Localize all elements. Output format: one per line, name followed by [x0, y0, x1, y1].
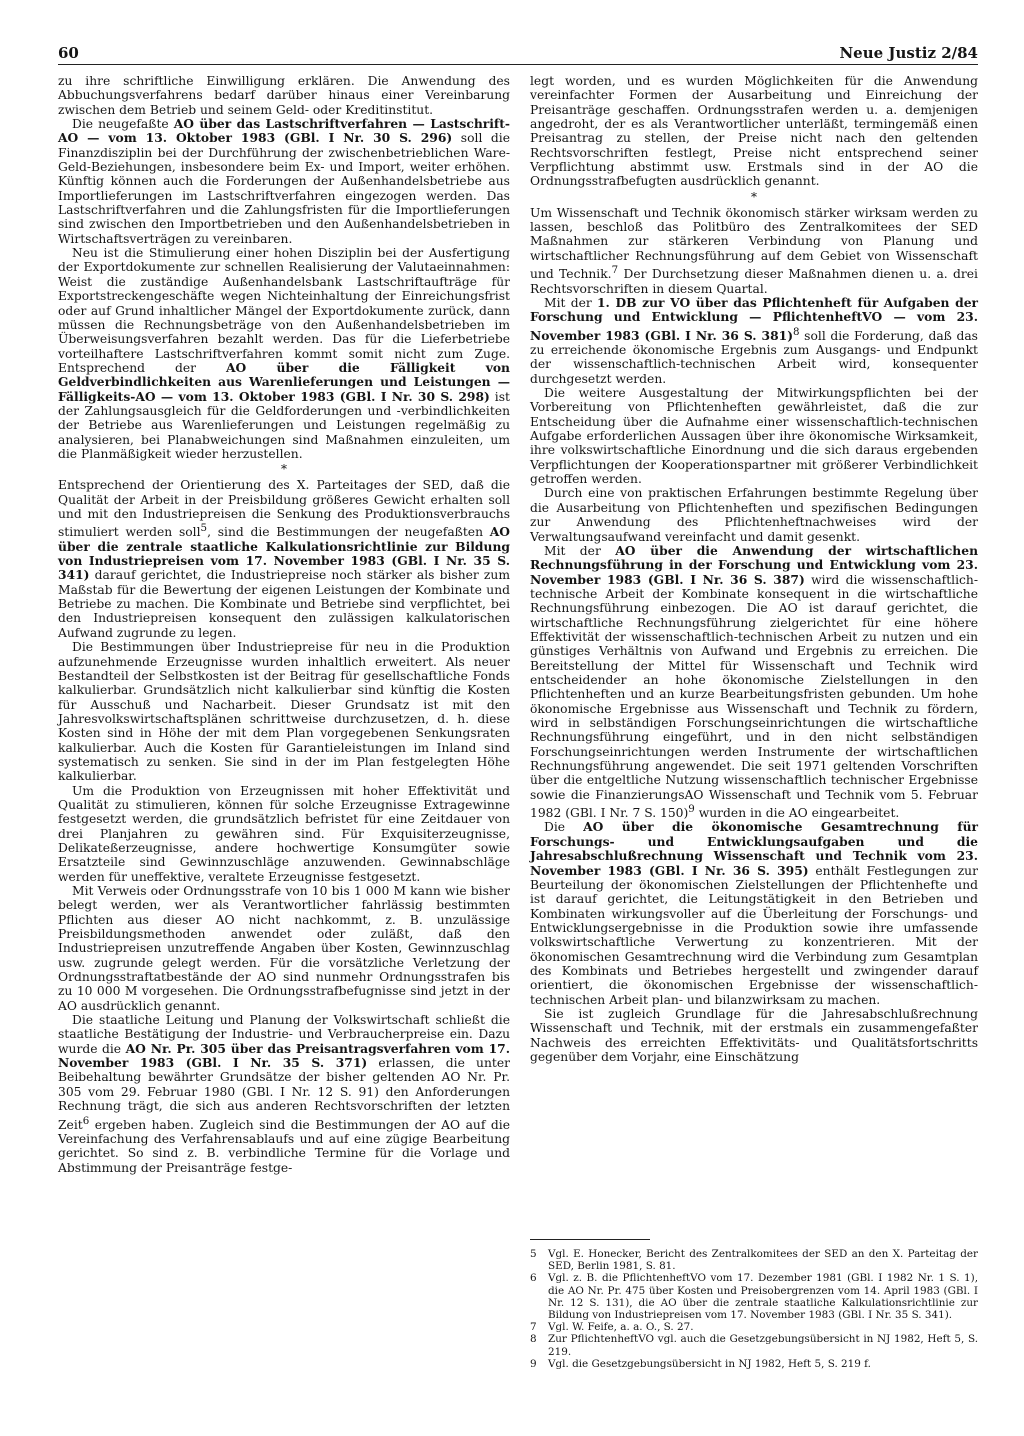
footnote	[530, 1272, 978, 1321]
paragraph: Sie ist zugleich Grundlage für die Jahresabschlußrechnung Wissenschaft und Technik, mit der erstmals ein zusammengefaßter Nachweis des erreichten Effektivitäts- und Qualitätsfortschritts gegenüber dem Vorjahr, eine Einschätzung	[530, 1006, 978, 1064]
footnote-number: 5	[530, 1248, 537, 1260]
paragraph: Mit der 1. DB zur VO über das Pflichtenheft für Aufgaben der Forschung und Entwicklung — PflichtenheftVO — vom 23. November 1983 (GBl. I Nr. 36 S. 381)$^8$ soll die Forderung, daß das zu erreichende ökonomische Ergebnis zum Ausgangs- und Endpunkt der wissenschaftlich-technischen Arbeit wird, konsequenter durchgesetzt werden.	[530, 294, 979, 386]
footnote-number: 8	[530, 1333, 537, 1346]
footnote-number: 9	[530, 1357, 537, 1370]
footnote-text: Vgl. W. Feife, a. a. O., S. 27.	[548, 1321, 694, 1334]
footnote-number: 6	[530, 1272, 537, 1285]
paragraph: Die AO über die ökonomische Gesamtrechnung für Forschungs- und Entwicklungsaufgaben und die Jahresabschlußrechnung Wissenschaft und Technik vom 23. November 1983 (GBl. I Nr. 36 S. 395) enthält Festlegungen zur Beurteilung der ökonomischen Zielstellungen der Pflichtenhefte und ist darauf gerichtet, die Leitungstätigkeit in den Betrieben und Kombinaten wirkungsvoller auf die Überleitung der Forschungs- und Entwicklungsergebnisse in die Produktion sowie ihre umfassende volkswirtschaftliche Verwertung zu konzentrieren. Mit der ökonomischen Gesamtrechnung wird die Verbindung zum Gesamtplan des Kombinats und Betriebes hergestellt und zwingender darauf orientiert, die ökonomischen Ergebnisse der wissenschaftlich-technischen Arbeit plan- und bilanzwirksam zu machen.	[530, 819, 978, 1007]
footnote-text: Vgl. z. B. die PflichtenheftVO vom 17. Dezember 1981 (GBl. I 1982 Nr. 1 S. 1), die AO Nr. Pr. 475 über Kosten und Preisobergrenzen vom 14. April 1983 (GBl. I Nr. 12 S. 131), die AO über die zentrale staatliche Kalkulationsrichtlinie zur Bildung von Industriepreisen vom 17. November 1983 (GBl. I Nr. 35 S. 341).	[548, 1272, 978, 1322]
footnote-text: Vgl. die Gesetzgebungsübersicht in NJ 1982, Heft 5, S. 219 f.	[548, 1357, 871, 1370]
right-column	[530, 74, 978, 1064]
paragraph: Die neugefaßte AO über das Lastschriftverfahren — Lastschrift-AO — vom 13. Oktober 1983 (GBl. I Nr. 30 S. 296) soll die Finanzdisziplin bei der Durchführung der zwischenbetrieblichen Ware-Geld-Beziehungen, insbesondere beim Ex- und Import, weiter erhöhen. Künftig können auch die Forderungen der Außenhandelsbetriebe aus Importlieferungen im Lastschriftverfahren eingezogen werden. Das Lastschriftverfahren und die Zahlungsfristen für die Importlieferungen sind zwischen den Importbetrieben und den Außenhandelsbetrieben in Wirtschaftsverträgen zu vereinbaren.	[58, 116, 511, 246]
paragraph: Durch eine von praktischen Erfahrungen bestimmte Regelung über die Ausarbeitung von Pflichtenheften und spezifischen Bedingungen zur Anwendung des Pflichtenheftnachweises wird der Verwaltungsaufwand vereinfacht und damit gesenkt.	[530, 486, 978, 544]
paragraph: Um Wissenschaft und Technik ökonomisch stärker wirksam werden zu lassen, beschloß das Politbüro des Zentralkomitees der SED Maßnahmen zur stärkeren Verbindung von Planung und wirtschaftlicher Rechnungsführung auf dem Gebiet von Wissenschaft und Technik.$^7$ Der Durchsetzung dieser Maßnahmen dienen u. a. drei Rechtsvorschriften in diesem Quartal.	[530, 205, 978, 296]
section-separator: *	[281, 462, 287, 477]
paragraph: Um die Produktion von Erzeugnissen mit hoher Effektivität und Qualität zu stimulieren, können für solche Erzeugnisse Extragewinne festgesetzt werden, die grundsätzlich befristet für eine Zeitdauer von drei Planjahren zu gewähren sind. Für Exquisiterzeugnisse, Delikateßerzeugnisse, andere hochwertige Konsumgüter sowie Ersatzteile sind Gewinnzuschläge anzuwenden. Gewinnabschläge werden für uneffektive, veraltete Erzeugnisse festgesetzt.	[58, 783, 510, 884]
footnote	[530, 1248, 978, 1272]
paragraph: Die Bestimmungen über Industriepreise für neu in die Produktion aufzunehmende Erzeugnisse wurden inhaltlich erweitert. Als neuer Bestandteil der Selbstkosten ist der Beitrag für gesellschaftliche Fonds kalkulierbar. Grundsätzlich nicht kalkulierbar sind künftig die Kosten für Ausschuß und Nacharbeit. Dieser Grundsatz ist mit den Jahresvolkswirtschaftsplänen schrittweise durchzusetzen, d. h. diese Kosten sind in Höhe der mit dem Plan vorgegebenen Senkungsraten kalkulierbar. Auch die Kosten für Garantieleistungen im Inland sind systematisch zu senken. Sie sind in der im Plan festgelegten Höhe kalkulierbar.	[58, 640, 510, 784]
section-separator: *	[751, 189, 757, 204]
journal-title: Neue Justiz 2/84	[839, 44, 978, 62]
footnote	[530, 1333, 978, 1357]
paragraph: Die staatliche Leitung und Planung der Volkswirtschaft schließt die staatliche Bestätigung der Industrie- und Verbraucherpreise ein. Dazu wurde die AO Nr. Pr. 305 über das Preisantragsverfahren vom 17. November 1983 (GBl. I Nr. 35 S. 371) erlassen, die unter Beibehaltung bewährter Grundsätze der bisher geltenden AO Nr. Pr. 305 vom 29. Februar 1980 (GBl. I Nr. 12 S. 91) den Anforderungen Rechnung trägt, die sich aus anderen Rechtsvorschriften der letzten Zeit$^6$ ergeben haben. Zugleich sind die Bestimmungen der AO auf die Vereinfachung des Verfahrensablaufs und auf eine zügige Bearbeitung gerichtet. So sind z. B. verbindliche Termine für die Vorlage und Abstimmung der Preisanträge festge-	[58, 1013, 511, 1175]
page-number: 60	[58, 44, 79, 62]
paragraph: Entsprechend der Orientierung des X. Parteitages der SED, daß die Qualität der Arbeit in der Preisbildung größeres Gewicht erhalten soll und mit den Industriepreisen die Senkung des Produktionsverbrauchs stimuliert werden soll$^5$, sind die Bestimmungen der neugefaßten AO über die zentrale staatliche Kalkulationsrichtlinie zur Bildung von Industriepreisen vom 17. November 1983 (GBl. I Nr. 35 S. 341) darauf gerichtet, die Industriepreise noch stärker als bisher zum Maßstab für die Bewertung der eigenen Leistungen der Kombinate und Betriebe zu machen. Die Kombinate und Betriebe sind verpflichtet, bei den Industriepreisen konsequent den zulässigen kalkulatorischen Aufwand zugrunde zu legen.	[58, 478, 511, 640]
footnote	[530, 1358, 978, 1370]
footnotes	[530, 1248, 978, 1370]
footnote-rule	[530, 1239, 650, 1240]
footnote-text: Zur PflichtenheftVO vgl. auch die Gesetzgebungsübersicht in NJ 1982, Heft 5, S. 219.	[548, 1333, 978, 1358]
footnote	[530, 1321, 978, 1333]
paragraph: zu ihre schriftliche Einwilligung erklären. Die Anwendung des Abbuchungsverfahrens bedarf darüber hinaus einer Vereinbarung zwischen dem Betrieb und seinem Geld- oder Kreditinstitut.	[58, 74, 510, 117]
left-column	[58, 74, 510, 1175]
paragraph: Mit Verweis oder Ordnungsstrafe von 10 bis 1 000 M kann wie bisher belegt werden, wer als Verantwortlicher fahrlässig bestimmten Pflichten aus dieser AO nicht nachkommt, z. B. unzulässige Preisbildungsmethoden anwendet oder zuläßt, daß den Industriepreisen unzutreffende Angaben über Kosten, Gewinnzuschlag usw. zugrunde gelegt werden. Für die vorsätzliche Verletzung der Ordnungsstraftatbestände der AO sind nunmehr Ordnungsstrafen bis zu 10 000 M vorgesehen. Die Ordnungsstrafbefugnisse sind jetzt in der AO ausdrücklich genannt.	[58, 884, 510, 1013]
paragraph: Mit der AO über die Anwendung der wirtschaftlichen Rechnungsführung in der Forschung und Entwicklung vom 23. November 1983 (GBl. I Nr. 36 S. 387) wird die wissenschaftlich-technische Arbeit der Kombinate konsequent in die wirtschaftliche Rechnungsführung einbezogen. Die AO ist darauf gerichtet, die wirtschaftliche Rechnungsführung zielgerichtet für eine höhere Effektivität der wissenschaftlich-technischen Arbeit zu nutzen und ein günstiges Verhältnis von Aufwand und Ergebnis zu erreichen. Die Bereitstellung der Mittel für Wissenschaft und Technik wird entscheidender an hohe ökonomische Zielstellungen in den Pflichtenheften und an kurze Bearbeitungsfristen gebunden. Um hohe ökonomische Ergebnisse aus Wissenschaft und Technik zu fördern, wird in selbständigen Forschungseinrichtungen die wirtschaftliche Rechnungsführung eingeführt, und in den nicht selbständigen Forschungseinrichtungen werden Instrumente der wirtschaftlichen Rechnungsführung angewendet. Die seit 1971 geltenden Vorschriften über die entgeltliche Nutzung wissenschaftlich technischer Ergebnisse sowie die FinanzierungsAO Wissenschaft und Technik vom 5. Februar 1982 (GBl. I Nr. 7 S. 150)$^9$ wurden in die AO eingearbeitet.	[530, 542, 979, 821]
footnote-number: 7	[530, 1321, 537, 1334]
paragraph: Neu ist die Stimulierung einer hohen Disziplin bei der Ausfertigung der Exportdokumente zur schnellen Realisierung der Valutaeinnahmen: Weist die zuständige Außenhandelsbank Lastschriftaufträge für Exportstreckengeschäfte wegen Nichteinhaltung der Einreichungsfrist oder auf Grund inhaltlicher Mängel der Exportdokumente zurück, dann müssen die Rechnungsbeträge von den Außenhandelsbetrieben im Überweisungsverfahren bezahlt werden. Das für die Lieferbetriebe vorteilhaftere Lastschriftverfahren kommt somit nicht zum Zuge. Entsprechend der AO über die Fälligkeit von Geldverbindlichkeiten aus Warenlieferungen und Leistungen — Fälligkeits-AO — vom 13. Oktober 1983 (GBl. I Nr. 30 S. 298) ist der Zahlungsausgleich für die Geldforderungen und -verbindlichkeiten der Betriebe aus Warenlieferungen und Leistungen regelmäßig zu analysieren, bei Planabweichungen sind Maßnahmen einzuleiten, um die Planmäßigkeit wieder herzustellen.	[58, 246, 510, 461]
header-rule	[58, 64, 978, 65]
paragraph: Die weitere Ausgestaltung der Mitwirkungspflichten bei der Vorbereitung von Pflichtenheften gewährleistet, daß die zur Entscheidung über die Aufnahme einer wissenschaftlich-technischen Aufgabe erforderlichen Aussagen über ihre ökonomische Wirksamkeit, ihre volkswirtschaftliche Einordnung und die sich daraus ergebenden Verpflichtungen der Kooperationspartner mit größerer Verbindlichkeit getroffen werden.	[530, 386, 978, 487]
footnote-text: Vgl. E. Honecker, Bericht des Zentralkomitees der SED an den X. Parteitag der SED, Berlin 1981, S. 81.	[548, 1248, 978, 1273]
paragraph: legt worden, und es wurden Möglichkeiten für die Anwendung vereinfachter Formen der Ausarbeitung und Einreichung der Preisanträge geschaffen. Ordnungsstrafen werden u. a. demjenigen angedroht, der es als Verantwortlicher unterläßt, termingemäß einen Preisantrag zu stellen, der Preise nicht nach den geltenden Rechtsvorschriften festlegt, Preise nicht entsprechend seiner Verpflichtung abstimmt usw. Erstmals sind in der AO die Ordnungsstrafbefugten ausdrücklich genannt.	[530, 74, 978, 189]
